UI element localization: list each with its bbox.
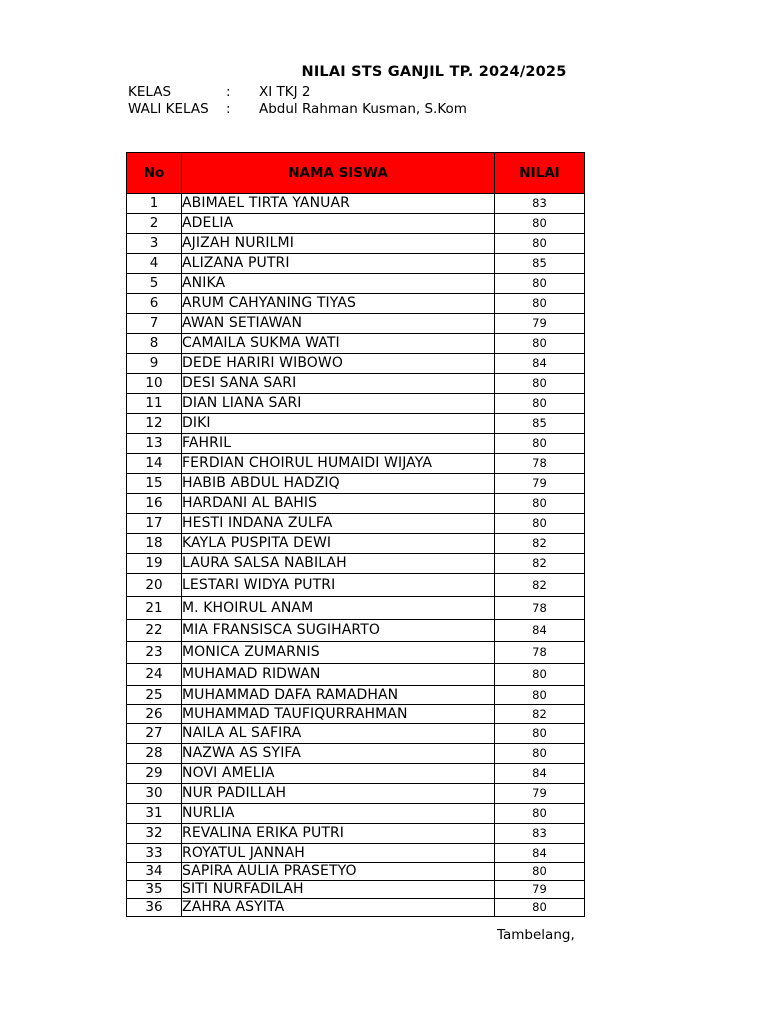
student-grade: 80 xyxy=(495,294,585,314)
student-grade: 80 xyxy=(495,394,585,414)
student-grade: 84 xyxy=(495,620,585,642)
student-grade: 85 xyxy=(495,414,585,434)
student-name: ROYATUL JANNAH xyxy=(182,844,495,863)
student-number: 33 xyxy=(127,844,182,863)
header-row xyxy=(127,153,585,194)
student-number: 14 xyxy=(127,454,182,474)
student-grade: 78 xyxy=(495,454,585,474)
table-row xyxy=(127,784,585,804)
student-number: 27 xyxy=(127,724,182,744)
student-grade: 80 xyxy=(495,686,585,705)
table-row xyxy=(127,844,585,863)
student-number: 11 xyxy=(127,394,182,414)
student-name: DESI SANA SARI xyxy=(182,374,495,394)
student-number: 35 xyxy=(127,881,182,899)
header-no: No xyxy=(127,153,182,194)
table-row xyxy=(127,534,585,554)
student-number: 3 xyxy=(127,234,182,254)
student-grade: 79 xyxy=(495,784,585,804)
student-name: AJIZAH NURILMI xyxy=(182,234,495,254)
table-row xyxy=(127,294,585,314)
student-name: HABIB ABDUL HADZIQ xyxy=(182,474,495,494)
student-number: 23 xyxy=(127,642,182,664)
wali-kelas-colon: : xyxy=(226,101,231,117)
student-grade: 85 xyxy=(495,254,585,274)
student-grade: 79 xyxy=(495,474,585,494)
student-grade: 78 xyxy=(495,597,585,620)
student-number: 20 xyxy=(127,574,182,597)
student-name: M. KHOIRUL ANAM xyxy=(182,597,495,620)
student-number: 34 xyxy=(127,863,182,881)
student-number: 12 xyxy=(127,414,182,434)
student-number: 18 xyxy=(127,534,182,554)
table-row xyxy=(127,314,585,334)
student-grade: 84 xyxy=(495,764,585,784)
table-row xyxy=(127,414,585,434)
student-grade: 84 xyxy=(495,354,585,374)
student-grade: 80 xyxy=(495,234,585,254)
table-row xyxy=(127,394,585,414)
table-row xyxy=(127,705,585,724)
student-name: DIKI xyxy=(182,414,495,434)
student-grade: 80 xyxy=(495,334,585,354)
wali-kelas-value: Abdul Rahman Kusman, S.Kom xyxy=(259,101,467,117)
student-name: ARUM CAHYANING TIYAS xyxy=(182,294,495,314)
student-grade: 80 xyxy=(495,664,585,686)
student-name: NAZWA AS SYIFA xyxy=(182,744,495,764)
student-grade: 80 xyxy=(495,744,585,764)
table-row xyxy=(127,194,585,214)
student-number: 21 xyxy=(127,597,182,620)
student-number: 4 xyxy=(127,254,182,274)
student-grade: 83 xyxy=(495,824,585,844)
table-row xyxy=(127,374,585,394)
header-nama-siswa: NAMA SISWA xyxy=(182,153,495,194)
student-number: 28 xyxy=(127,744,182,764)
student-number: 17 xyxy=(127,514,182,534)
student-name: LESTARI WIDYA PUTRI xyxy=(182,574,495,597)
student-number: 10 xyxy=(127,374,182,394)
student-name: HARDANI AL BAHIS xyxy=(182,494,495,514)
student-name: ZAHRA ASYITA xyxy=(182,899,495,917)
wali-kelas-label: WALI KELAS xyxy=(128,101,209,117)
student-grade: 80 xyxy=(495,724,585,744)
kelas-colon: : xyxy=(226,84,231,100)
student-grade: 80 xyxy=(495,514,585,534)
student-name: NUR PADILLAH xyxy=(182,784,495,804)
student-name: ANIKA xyxy=(182,274,495,294)
student-grade: 80 xyxy=(495,494,585,514)
student-number: 36 xyxy=(127,899,182,917)
student-number: 26 xyxy=(127,705,182,724)
student-grade: 80 xyxy=(495,804,585,824)
student-grade: 80 xyxy=(495,863,585,881)
student-number: 24 xyxy=(127,664,182,686)
student-name: ABIMAEL TIRTA YANUAR xyxy=(182,194,495,214)
student-name: MUHAMMAD DAFA RAMADHAN xyxy=(182,686,495,705)
table-row xyxy=(127,514,585,534)
table-row xyxy=(127,494,585,514)
student-name: SAPIRA AULIA PRASETYO xyxy=(182,863,495,881)
student-number: 30 xyxy=(127,784,182,804)
student-grade: 82 xyxy=(495,554,585,574)
student-name: KAYLA PUSPITA DEWI xyxy=(182,534,495,554)
student-number: 29 xyxy=(127,764,182,784)
student-grade: 80 xyxy=(495,899,585,917)
student-name: FERDIAN CHOIRUL HUMAIDI WIJAYA xyxy=(182,454,495,474)
table-row xyxy=(127,574,585,597)
student-number: 32 xyxy=(127,824,182,844)
kelas-value: XI TKJ 2 xyxy=(259,84,311,100)
kelas-label: KELAS xyxy=(128,84,172,100)
student-name: MUHAMAD RIDWAN xyxy=(182,664,495,686)
student-number: 9 xyxy=(127,354,182,374)
table-row xyxy=(127,824,585,844)
student-name: ALIZANA PUTRI xyxy=(182,254,495,274)
student-name: MIA FRANSISCA SUGIHARTO xyxy=(182,620,495,642)
table-row xyxy=(127,434,585,454)
student-grade: 83 xyxy=(495,194,585,214)
table-row xyxy=(127,597,585,620)
student-name: SITI NURFADILAH xyxy=(182,881,495,899)
student-number: 25 xyxy=(127,686,182,705)
student-name: AWAN SETIAWAN xyxy=(182,314,495,334)
student-name: REVALINA ERIKA PUTRI xyxy=(182,824,495,844)
student-grade: 82 xyxy=(495,705,585,724)
header-nilai: NILAI xyxy=(495,153,585,194)
grades-table-header xyxy=(127,153,585,194)
table-row xyxy=(127,764,585,784)
table-row xyxy=(127,724,585,744)
student-grade: 78 xyxy=(495,642,585,664)
student-name: NOVI AMELIA xyxy=(182,764,495,784)
table-row xyxy=(127,554,585,574)
table-row xyxy=(127,881,585,899)
student-number: 8 xyxy=(127,334,182,354)
student-name: CAMAILA SUKMA WATI xyxy=(182,334,495,354)
grades-table-body xyxy=(127,194,585,917)
table-row xyxy=(127,474,585,494)
page-title: NILAI STS GANJIL TP. 2024/2025 xyxy=(301,64,567,80)
student-name: ADELIA xyxy=(182,214,495,234)
student-number: 15 xyxy=(127,474,182,494)
student-name: FAHRIL xyxy=(182,434,495,454)
table-row xyxy=(127,334,585,354)
table-row xyxy=(127,664,585,686)
student-grade: 80 xyxy=(495,434,585,454)
student-name: DIAN LIANA SARI xyxy=(182,394,495,414)
student-name: MONICA ZUMARNIS xyxy=(182,642,495,664)
table-row xyxy=(127,454,585,474)
student-number: 6 xyxy=(127,294,182,314)
student-grade: 79 xyxy=(495,881,585,899)
student-number: 5 xyxy=(127,274,182,294)
student-number: 2 xyxy=(127,214,182,234)
student-name: DEDE HARIRI WIBOWO xyxy=(182,354,495,374)
student-grade: 82 xyxy=(495,534,585,554)
student-number: 31 xyxy=(127,804,182,824)
table-row xyxy=(127,899,585,917)
table-row xyxy=(127,354,585,374)
table-row xyxy=(127,274,585,294)
student-grade: 84 xyxy=(495,844,585,863)
table-row xyxy=(127,254,585,274)
student-number: 19 xyxy=(127,554,182,574)
table-row xyxy=(127,686,585,705)
student-grade: 79 xyxy=(495,314,585,334)
table-row xyxy=(127,863,585,881)
student-name: HESTI INDANA ZULFA xyxy=(182,514,495,534)
signature-place: Tambelang, xyxy=(497,927,575,943)
student-grade: 80 xyxy=(495,214,585,234)
student-grade: 80 xyxy=(495,374,585,394)
student-name: LAURA SALSA NABILAH xyxy=(182,554,495,574)
table-row xyxy=(127,744,585,764)
table-row xyxy=(127,214,585,234)
grades-table xyxy=(126,152,585,917)
student-name: MUHAMMAD TAUFIQURRAHMAN xyxy=(182,705,495,724)
table-row xyxy=(127,642,585,664)
student-number: 16 xyxy=(127,494,182,514)
student-number: 13 xyxy=(127,434,182,454)
student-grade: 82 xyxy=(495,574,585,597)
table-row xyxy=(127,620,585,642)
student-number: 7 xyxy=(127,314,182,334)
student-name: NAILA AL SAFIRA xyxy=(182,724,495,744)
student-number: 1 xyxy=(127,194,182,214)
student-name: NURLIA xyxy=(182,804,495,824)
table-row xyxy=(127,234,585,254)
student-grade: 80 xyxy=(495,274,585,294)
table-row xyxy=(127,804,585,824)
student-number: 22 xyxy=(127,620,182,642)
